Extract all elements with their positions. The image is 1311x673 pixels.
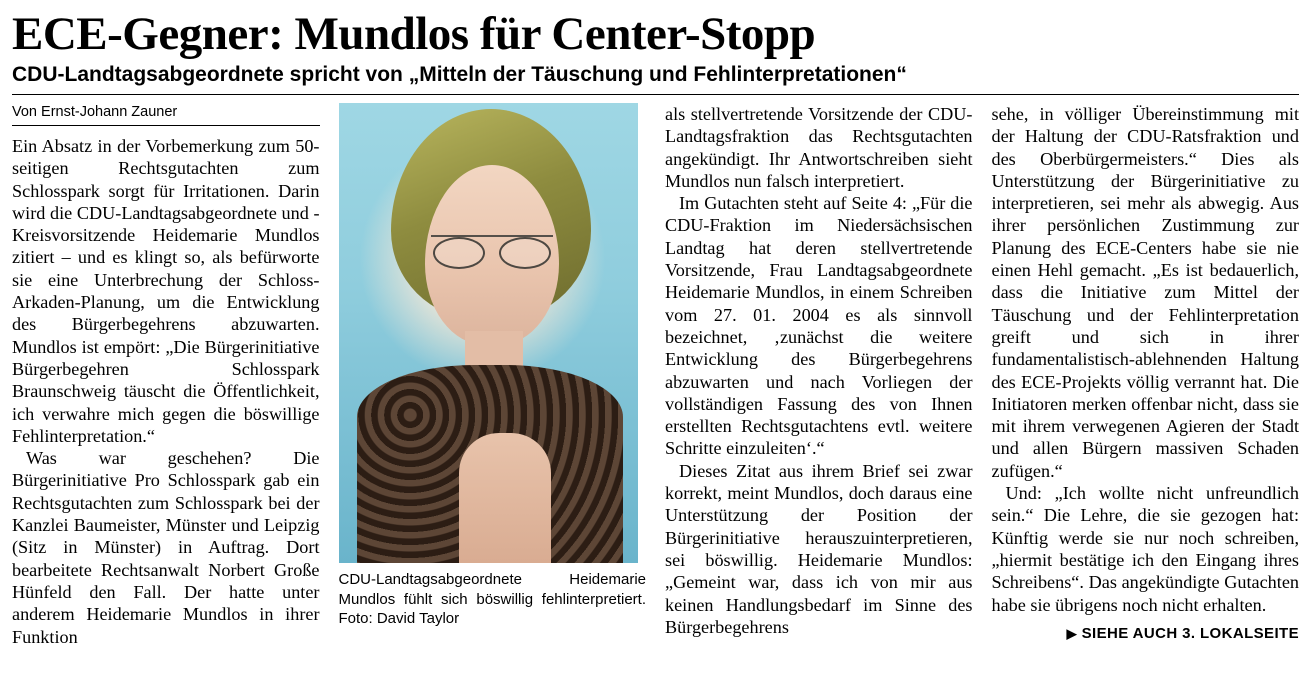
body-paragraph: Ein Absatz in der Vorbemerkung zum 50-seitigen Rechtsgutachten zum Schlosspark sorgt für Irritationen. Darin wird die CDU-Landtagsabgeordnete und -Kreisvorsitzende Heidemarie Mundlos zitiert – und es klingt so, als befürworte sie eine Unterbrechung der Schloss-Arkaden-Planung, um die Entwicklung des Bürgerbegehrens abzuwarten. Mundlos ist empört: „Die Bürgerinitiative Bürgerbegehren Schlosspark Braunschweig täuscht die Öffentlichkeit, ich verwahre mich gegen die böswillige Fehlinterpretation.“ — [12, 136, 320, 446]
triangle-icon: ▶ — [1066, 625, 1078, 641]
column-2-photo — [339, 103, 647, 648]
see-also-label: SIEHE AUCH 3. LOKALSEITE — [1081, 624, 1299, 642]
photo-credit: Foto: David Taylor — [338, 610, 460, 627]
header-divider — [12, 94, 1299, 95]
page-title: ECE-Gegner: Mundlos für Center-Stopp — [12, 8, 816, 60]
body-paragraph: Was war geschehen? Die Bürgerinitiative Pro Schlosspark gab ein Rechtsgutachten zum Schlosspark bei der Kanzlei Baumeister, Münster und Leipzig (Sitz in Münster) in Auftrag. Dort bearbeitete Rechtsanwalt Norbert Große Hünfeld den Fall. Der hatte unter anderem Heidemarie Mundlos in ihrer Funktion — [12, 448, 320, 647]
photo-arm-shape — [459, 433, 551, 563]
portrait-photo — [339, 103, 638, 563]
column-3 — [665, 103, 973, 648]
photo-glasses-shape — [431, 235, 553, 267]
photo-lens-left — [433, 237, 485, 269]
body-paragraph: als stellvertretende Vorsitzende der CDU-Landtagsfraktion das Rechtsgutachten angekündigt. Ihr Antwortschreiben sieht Mundlos nun falsch interpretiert. — [665, 104, 973, 191]
body-paragraph: sehe, in völliger Übereinstimmung mit der Haltung der CDU-Ratsfraktion und des Oberbürgermeisters.“ Dies als Unterstützung der Bürgerinitiative zu interpretieren, sei mehr als abwegig. Aus ihrer persönlichen Zustimmung zur Planung des ECE-Centers habe sie nie einen Hehl gemacht. „Es ist bedauerlich, dass die Initiative zum Mittel der Täuschung und der Fehlinterpretation greift und sich in ihrer fundamentalistisch-ablehnenden Haltung des ECE-Projekts völlig verrannt hat. Die Initiatoren merken offenbar nicht, dass sie mit ihrem verwegenen Agieren der Stadt und allen Bürgern massiven Schaden zufügen.“ — [991, 104, 1299, 481]
column-4 — [992, 103, 1300, 648]
article-columns — [12, 103, 1299, 648]
see-also-note[interactable] — [992, 625, 1300, 642]
body-paragraph: Im Gutachten steht auf Seite 4: „Für die CDU-Fraktion im Niedersächsischen Landtag hat deren stellvertretende Vorsitzende, Frau Landtagsabgeordnete Heidemarie Mundlos, in einem Schreiben vom 27. 01. 2004 es als sinnvoll bezeichnet, ‚zunächst die weitere Entwicklung des Bürgerbegehrens abzuwarten und nach Vorliegen der vollständigen Fassung des von Ihnen erstellten Rechtsgutachtens evtl. weitere Schritte einzuleiten‘.“ — [665, 193, 973, 459]
byline: Von Ernst-Johann Zauner — [12, 104, 178, 120]
body-paragraph: Und: „Ich wollte nicht unfreundlich sein.“ Die Lehre, die sie gezogen hat: Künftig werde sie nur noch schreiben, „hiermit bestätige ich den Eingang ihres Schreibens“. Das angekündigte Gutachten habe sie übrigens noch nicht erhalten. — [991, 483, 1299, 615]
body-paragraph: Dieses Zitat aus ihrem Brief sei zwar korrekt, meint Mundlos, doch daraus eine Unterstützung der Position der Bürgerinitiative herauszuinterpretieren, sei böswillig. Heidemarie Mundlos: „Gemeint war, dass ich von mir aus keinen Handlungsbedarf im Sinne des Bürgerbegehrens — [665, 460, 973, 637]
photo-caption — [339, 570, 647, 629]
photo-caption-text: CDU-Landtagsabgeordnete Heidemarie Mundlos fühlt sich böswillig fehlinterpretiert. — [338, 571, 646, 608]
byline-divider — [12, 125, 320, 126]
column-1 — [12, 103, 320, 648]
photo-lens-right — [499, 237, 551, 269]
article-subheadline: CDU-Landtagsabgeordnete spricht von „Mitteln der Täuschung und Fehlinterpretationen“ — [12, 63, 907, 86]
